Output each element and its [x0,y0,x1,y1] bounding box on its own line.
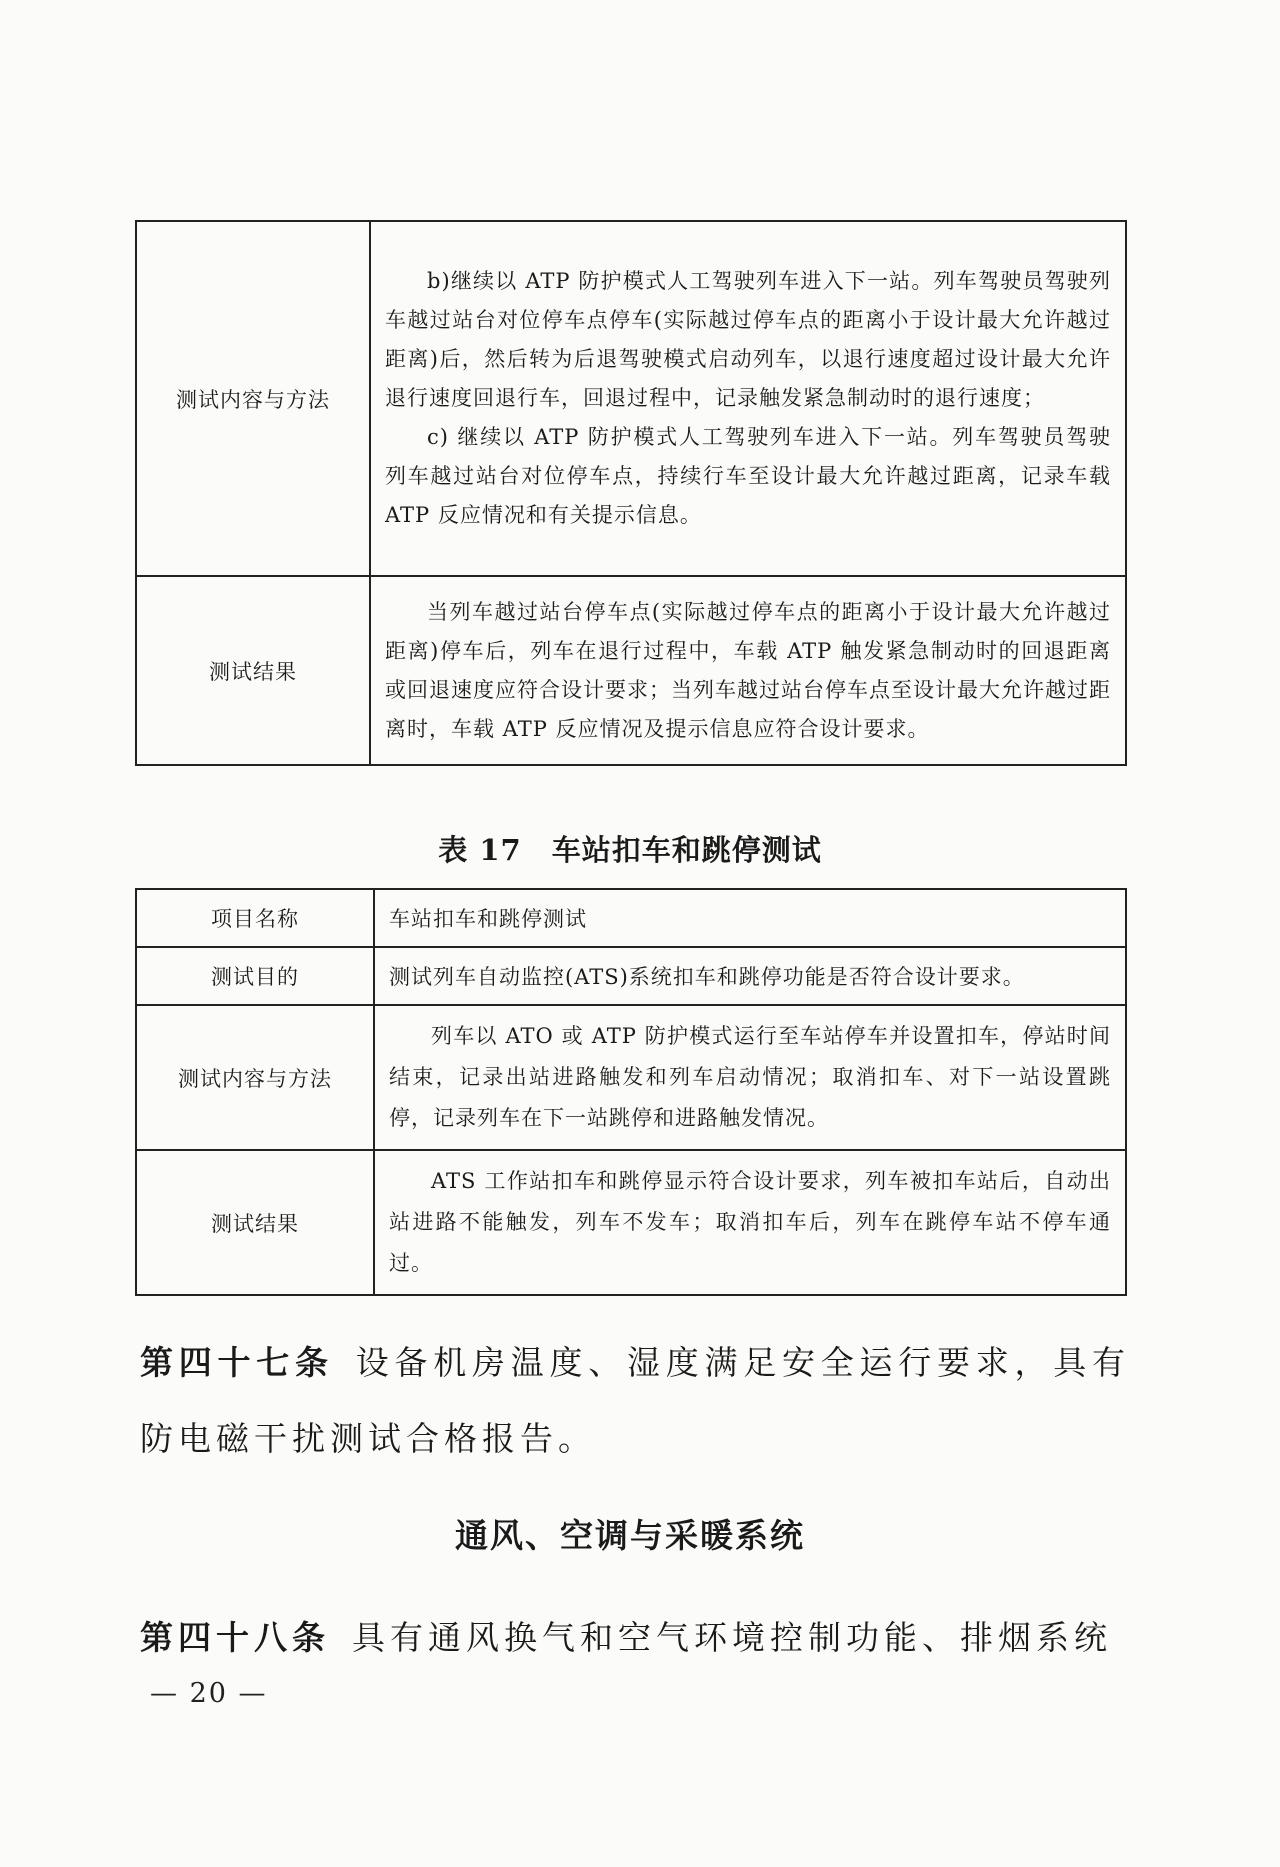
table-row [136,1150,1126,1295]
station-hold-skip-test-table [135,888,1127,1296]
table-row [136,947,1126,1005]
paragraph: ATS 工作站扣车和跳停显示符合设计要求，列车被扣车站后，自动出站进路不能触发，列车不发车；取消扣车后，列车在跳停车站不停车通过。 [389,1169,1111,1275]
article-47 [140,1325,1130,1477]
row-content [370,221,1126,576]
table-row [136,889,1126,947]
row-value: 车站扣车和跳停测试 [374,889,1126,947]
row-value: 测试列车自动监控(ATS)系统扣车和跳停功能是否符合设计要求。 [374,947,1126,1005]
row-content [374,1005,1126,1150]
paragraph: b)继续以 ATP 防护模式人工驾驶列车进入下一站。列车驾驶员驾驶列车越过站台对位停车点停车(实际越过停车点的距离小于设计最大允许越过距离)后，然后转为后退驾驶模式启动列车，以退行速度超过设计最大允许退行速度回退行车，回退过程中，记录触发紧急制动时的退行速度； [385,269,1111,410]
row-label: 测试结果 [136,576,370,765]
page-number: — 20 — [150,1678,268,1709]
row-label: 测试目的 [136,947,374,1005]
table-row [136,576,1126,765]
row-label: 测试内容与方法 [136,221,370,576]
paragraph: 列车以 ATO 或 ATP 防护模式运行至车站停车并设置扣车，停站时间结束，记录出站进路触发和列车启动情况；取消扣车、对下一站设置跳停，记录列车在下一站跳停和进路触发情况。 [389,1024,1111,1130]
article-48 [140,1600,1130,1676]
row-label: 测试内容与方法 [136,1005,374,1150]
article-number: 第四十七条 [140,1343,334,1382]
article-text: 具有通风换气和空气环境控制功能、排烟系统 [352,1618,1112,1657]
section-heading: 通风、空调与采暖系统 [455,1516,805,1555]
article-text: 设备机房温度、湿度满足安全运行要求，具有防电磁干扰测试合格报告。 [140,1343,1130,1458]
test-table-continued [135,220,1127,766]
row-label: 项目名称 [136,889,374,947]
row-content [374,1150,1126,1295]
paragraph: 当列车越过站台停车点(实际越过停车点的距离小于设计最大允许越过距离)停车后，列车在退行过程中，车载 ATP 触发紧急制动时的回退距离或回退速度应符合设计要求；当列车越过站台停车点至设计最大允许越过距离时，车载 ATP 反应情况及提示信息应符合设计要求。 [385,599,1111,741]
article-number: 第四十八条 [140,1618,330,1657]
row-label: 测试结果 [136,1150,374,1295]
row-content [370,576,1126,765]
paragraph: c) 继续以 ATP 防护模式人工驾驶列车进入下一站。列车驾驶员驾驶列车越过站台对位停车点，持续行车至设计最大允许越过距离，记录车载 ATP 反应情况和有关提示信息。 [385,425,1111,527]
table-row [136,221,1126,576]
table-row [136,1005,1126,1150]
table-caption: 表 17 车站扣车和跳停测试 [438,833,822,867]
